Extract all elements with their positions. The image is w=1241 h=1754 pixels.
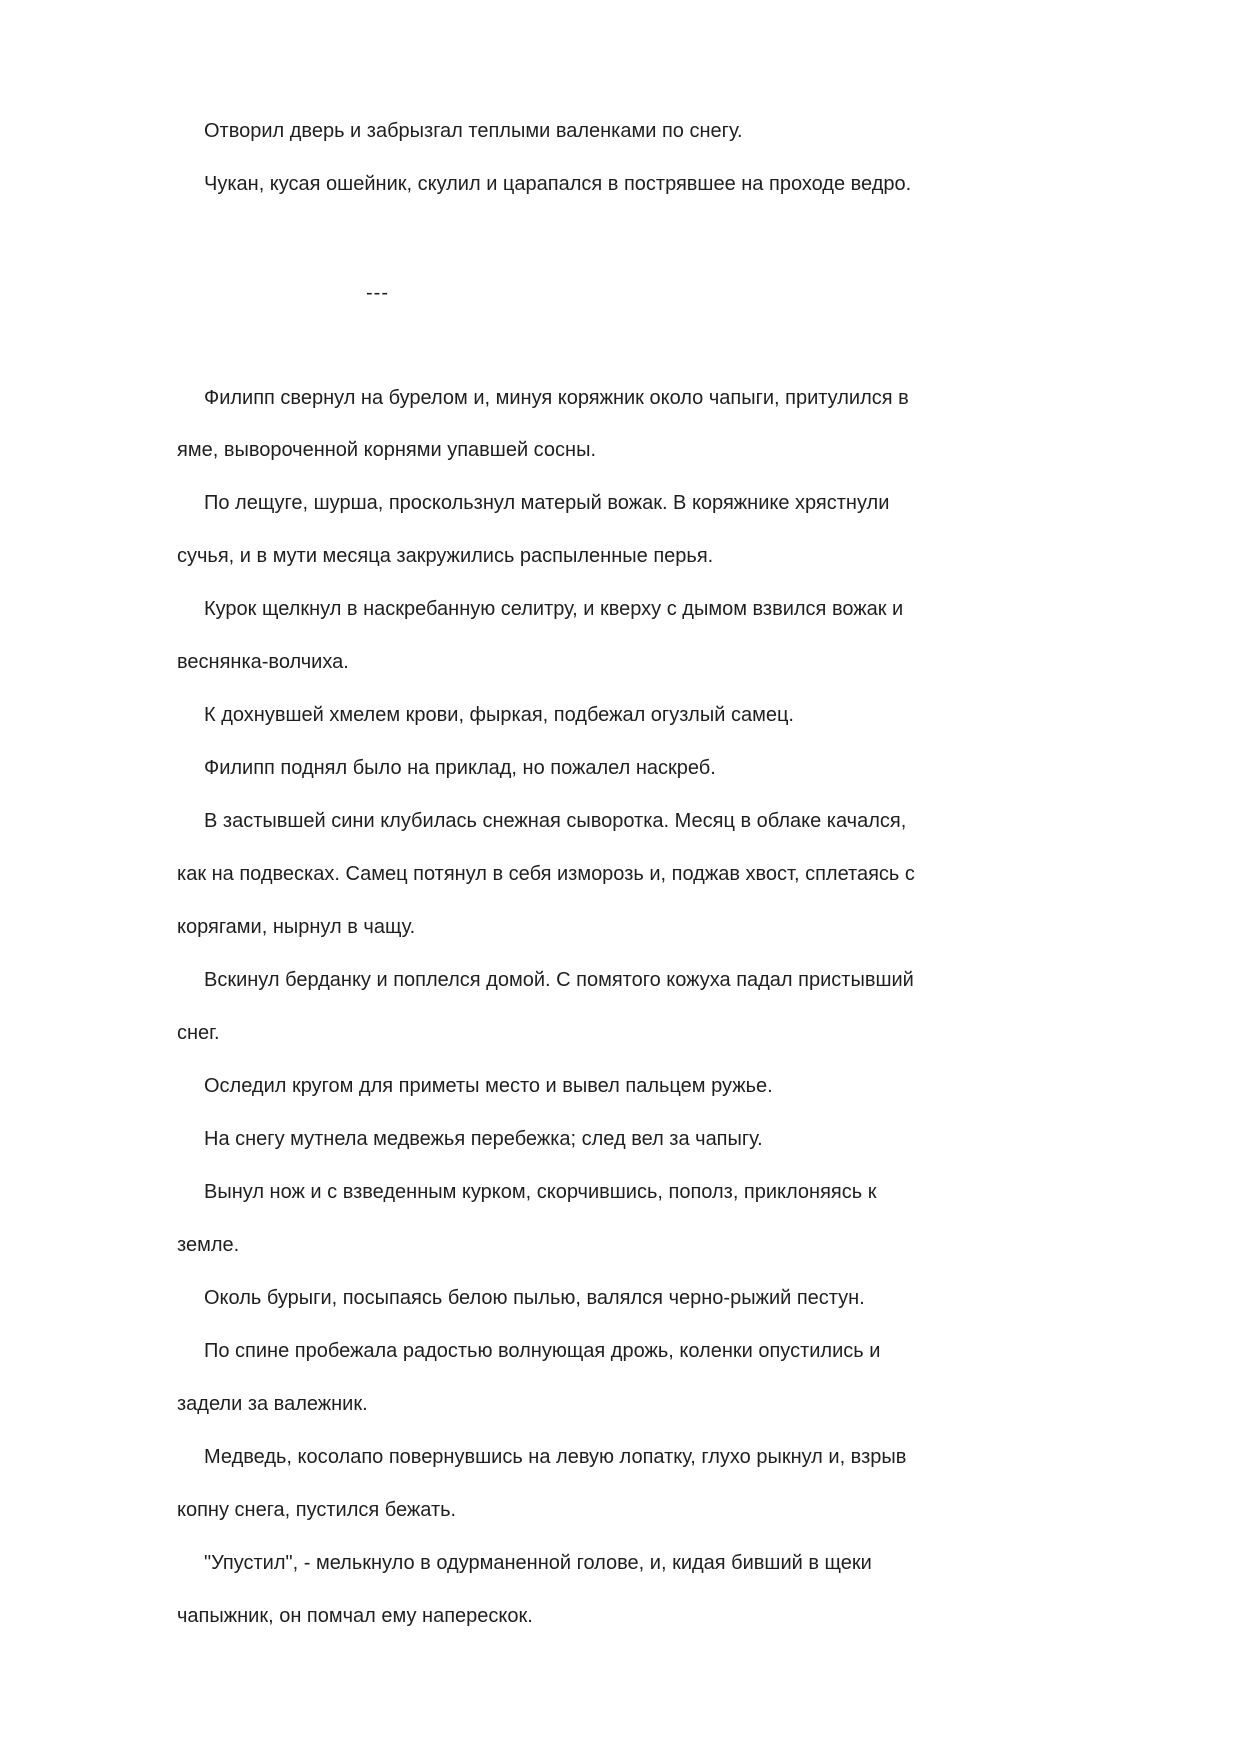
paragraph-door: Отворил дверь и забрызгал теплыми валенками по снегу. [204,120,743,142]
paragraph-line: Медведь, косолапо повернувшись на левую лопатку, глухо рыкнул и, взрыв [204,1446,907,1468]
paragraph-line: В застывшей сини клубилась снежная сыворотка. Месяц в облаке качался, [204,810,907,832]
paragraph-line: яме, вывороченной корнями упавшей сосны. [177,439,597,461]
section-separator: --- [366,282,389,304]
paragraph-line: К дохнувшей хмелем крови, фыркая, подбежал огузлый самец. [204,704,794,726]
paragraph-line: Филипп свернул на бурелом и, минуя коряжник около чапыги, притулился в [204,387,909,409]
paragraph-line: Вскинул берданку и поплелся домой. С помятого кожуха падал пристывший [204,969,914,991]
paragraph-line: Вынул нож и с взведенным курком, скорчившись, пополз, приклоняясь к [204,1181,877,1203]
paragraph-line: снег. [177,1022,220,1044]
paragraph-line: веснянка-волчиха. [177,651,349,673]
paragraph-line: По лещуге, шурша, проскользнул матерый вожак. В коряжнике хрястнули [204,492,890,514]
paragraph-line: Околь бурыги, посыпаясь белою пылью, валялся черно-рыжий пестун. [204,1287,865,1309]
paragraph-line: сучья, и в мути месяца закружились распыленные перья. [177,545,714,567]
paragraph-line: По спине пробежала радостью волнующая дрожь, коленки опустились и [204,1340,881,1362]
paragraph-line: Филипп поднял было на приклад, но пожалел наскреб. [204,757,716,779]
paragraph-line: чапыжник, он помчал ему наперескок. [177,1605,533,1627]
paragraph-line: корягами, нырнул в чащу. [177,916,416,938]
paragraph-line: копну снега, пустился бежать. [177,1499,457,1521]
paragraph-line: задели за валежник. [177,1393,368,1415]
paragraph-line: Оследил кругом для приметы место и вывел пальцем ружье. [204,1075,773,1097]
paragraph-line: На снегу мутнела медвежья перебежка; след вел за чапыгу. [204,1128,763,1150]
paragraph-line: земле. [177,1234,240,1256]
paragraph-line: Курок щелкнул в наскребанную селитру, и кверху с дымом взвился вожак и [204,598,904,620]
paragraph-line: как на подвесках. Самец потянул в себя изморозь и, поджав хвост, сплетаясь с [177,863,915,885]
paragraph-chukan: Чукан, кусая ошейник, скулил и царапался в пострявшее на проходе ведро. [204,173,912,195]
paragraph-line: "Упустил", - мелькнуло в одурманенной голове, и, кидая бивший в щеки [204,1552,872,1574]
